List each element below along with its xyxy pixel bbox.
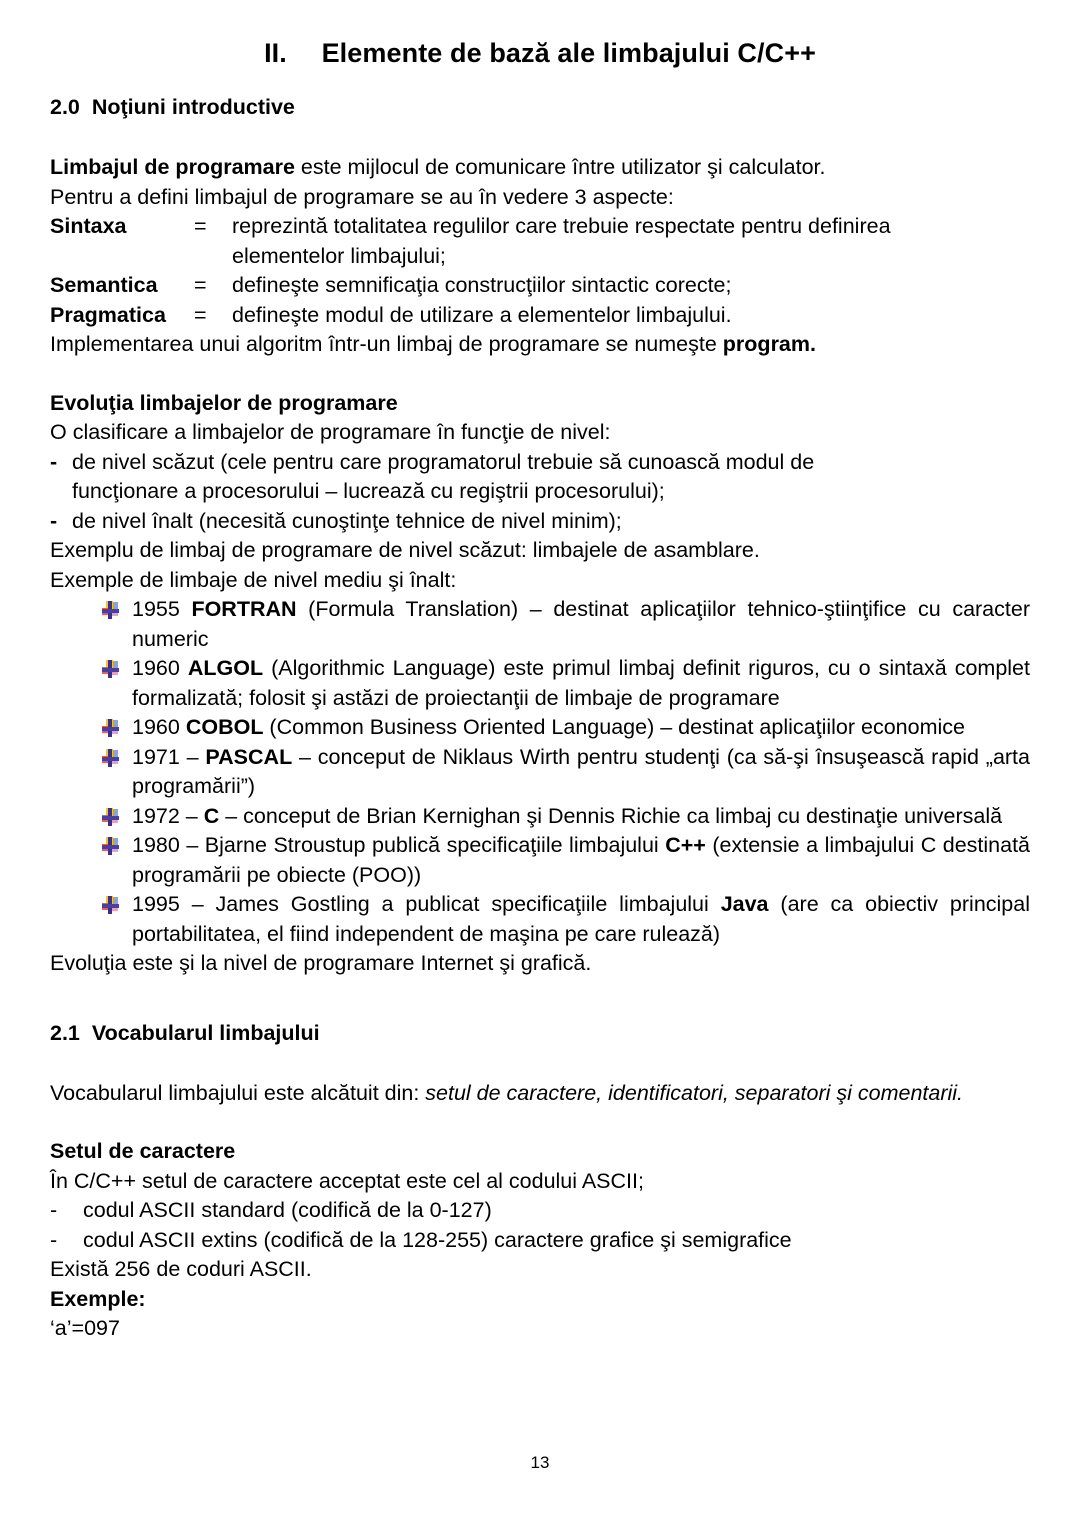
level-continuation: funcţionare a procesorului – lucrează cu regiştrii procesorului); xyxy=(72,479,665,503)
paragraph-closing-2-0 xyxy=(50,330,1030,360)
level-text: de nivel înalt (necesită cunoştinţe tehnice de nivel minim); xyxy=(72,508,622,533)
language-name: FORTRAN xyxy=(191,597,297,621)
language-year: 1995 – James Gostling a publicat specificaţiile limbajului xyxy=(132,892,721,916)
intro-bold-term: Limbajul de programare xyxy=(50,155,295,179)
level-item-high xyxy=(50,507,1030,537)
heading-section-2-0: 2.0 Noţiuni introductive xyxy=(50,95,295,119)
list-item xyxy=(50,595,1030,654)
page-title: II. Elemente de bază ale limbajului C/C++ xyxy=(264,38,816,68)
language-name: COBOL xyxy=(185,715,264,739)
definition-continuation: elementelor limbajului; xyxy=(232,243,446,268)
definition-row-semantica xyxy=(50,271,1030,301)
language-description: (are ca obiectiv principal portabilitatea, el fiind independent de maşina pe care rulează) xyxy=(132,892,1030,946)
language-name: Java xyxy=(720,892,769,916)
paragraph-evolution-closing: Evoluţia este şi la nivel de programare Internet şi grafică. xyxy=(50,951,592,975)
definition-term: Semantica xyxy=(50,273,158,297)
cross-bullet-icon xyxy=(102,719,119,737)
definition-text: defineşte modul de utilizare a elementelor limbajului. xyxy=(232,302,732,327)
heading-evolution: Evoluţia limbajelor de programare xyxy=(50,390,398,415)
language-year: 1960 xyxy=(132,656,188,680)
label-examples: Exemple: xyxy=(50,1286,146,1311)
page-content xyxy=(50,0,1030,1344)
language-description: – conceput de Brian Kernighan şi Dennis Richie ca limbaj cu destinaţie universală xyxy=(219,803,1003,828)
heading-charset: Setul de caractere xyxy=(50,1139,236,1163)
vocabulary-prefix-text: Vocabularul limbajului este alcătuit din: xyxy=(50,1080,426,1105)
paragraph-intro xyxy=(50,153,1030,183)
definition-text: defineşte semnificaţia construcţiilor sintactic corecte; xyxy=(232,273,732,297)
dash-marker: - xyxy=(50,449,58,474)
intro-rest-text: este mijlocul de comunicare între utilizator şi calculator. xyxy=(294,155,826,179)
definition-text: reprezintă totalitatea regulilor care trebuie respectate pentru definirea xyxy=(232,214,891,238)
definition-term: Pragmatica xyxy=(50,302,166,327)
definition-equals: = xyxy=(194,302,207,327)
paragraph-charset-total: Există 256 de coduri ASCII. xyxy=(50,1257,312,1281)
spacer xyxy=(50,122,1030,153)
paragraph-vocabulary xyxy=(50,1079,1030,1109)
language-year: 1972 – xyxy=(132,803,204,828)
level-text: de nivel scăzut (cele pentru care programatorul trebuie să cunoască modul de xyxy=(72,449,815,474)
language-name: C xyxy=(203,803,220,828)
list-item xyxy=(50,802,1030,832)
language-year: 1960 xyxy=(132,715,186,739)
language-description: (Algorithmic Language) este primul limbaj definit riguros, cu o sintaxă complet formalizată; folosit şi astăzi de proiectanţii de limbaje de programare xyxy=(132,656,1030,710)
level-item-low xyxy=(50,448,1030,507)
cross-bullet-icon xyxy=(102,660,119,678)
charset-item-text: codul ASCII extins (codifică de la 128-255) caractere grafice şi semigrafice xyxy=(83,1227,792,1252)
language-name: PASCAL xyxy=(205,744,293,769)
list-item xyxy=(50,831,1030,890)
cross-bullet-icon xyxy=(102,896,119,914)
definition-row-sintaxa xyxy=(50,212,1030,271)
definition-row-pragmatica xyxy=(50,301,1030,331)
language-description: – conceput de Niklaus Wirth pentru studenţi (ca să-şi însuşească rapid „arta programării”) xyxy=(132,744,1030,798)
cross-bullet-icon xyxy=(102,837,119,855)
language-description: (Common Business Oriented Language) – destinat aplicaţiilor economice xyxy=(263,715,965,739)
paragraph-evolution-lead: O clasificare a limbajelor de programare în funcţie de nivel: xyxy=(50,420,611,444)
dash-marker: - xyxy=(50,508,58,533)
language-description: (extensie a limbajului C destinată programării pe obiecte (POO)) xyxy=(132,833,1030,887)
list-item xyxy=(50,713,1030,743)
dash-marker: - xyxy=(50,1198,58,1222)
cross-bullet-icon xyxy=(102,601,119,619)
closing-bold-term: program. xyxy=(722,332,816,356)
heading-section-2-1: 2.1 Vocabularul limbajului xyxy=(50,1020,320,1045)
paragraph-example-mid: Exemple de limbaje de nivel mediu şi înalt: xyxy=(50,567,457,592)
spacer xyxy=(50,1108,1030,1137)
definition-term: Sintaxa xyxy=(50,214,127,238)
spacer xyxy=(50,1048,1030,1079)
page-number: 13 xyxy=(530,1453,550,1472)
language-year: 1980 – Bjarne Stroustup publică specificaţiile limbajului xyxy=(132,833,666,857)
language-name: ALGOL xyxy=(187,656,264,680)
closing-prefix-text: Implementarea unui algoritm într-un limbaj de programare se numeşte xyxy=(50,332,723,356)
paragraph-example-low: Exemplu de limbaj de programare de nivel scăzut: limbajele de asamblare. xyxy=(50,538,760,562)
vocabulary-italic-list: setul de caractere, identificatori, separatori şi comentarii. xyxy=(425,1080,964,1105)
list-item xyxy=(50,890,1030,949)
language-description: (Formula Translation) – destinat aplicaţiilor tehnico-ştiinţifice cu caracter numeric xyxy=(132,597,1030,651)
cross-bullet-icon xyxy=(102,808,119,826)
list-item xyxy=(50,743,1030,802)
spacer xyxy=(50,360,1030,389)
definition-equals: = xyxy=(194,273,207,297)
list-item xyxy=(50,654,1030,713)
example-value: ‘a’=097 xyxy=(50,1316,120,1340)
charset-item-standard xyxy=(50,1196,1030,1226)
definition-equals: = xyxy=(194,214,207,238)
charset-item-extended xyxy=(50,1226,1030,1256)
paragraph-charset-lead: În C/C++ setul de caractere acceptat este cel al codului ASCII; xyxy=(50,1168,644,1193)
language-year: 1955 xyxy=(132,597,192,621)
charset-item-text: codul ASCII standard (codifică de la 0-127) xyxy=(83,1198,492,1222)
paragraph-intro-line2: Pentru a defini limbajul de programare se au în vedere 3 aspecte: xyxy=(50,184,674,209)
language-name: C++ xyxy=(665,833,706,857)
cross-bullet-icon xyxy=(102,749,119,767)
language-history-list xyxy=(50,595,1030,949)
language-year: 1971 – xyxy=(132,744,206,769)
dash-marker: - xyxy=(50,1227,58,1252)
